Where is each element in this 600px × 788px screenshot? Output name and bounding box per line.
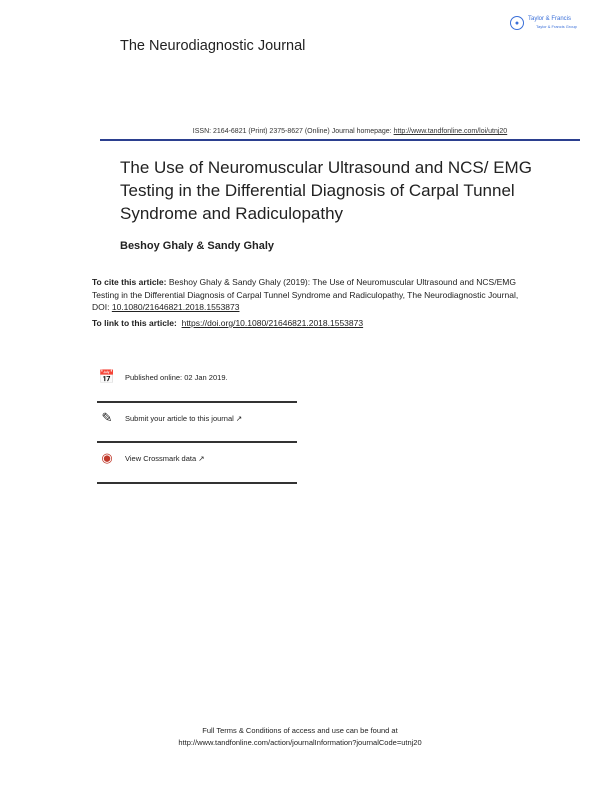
citation (92, 276, 532, 314)
divider (97, 482, 297, 484)
crossmark-icon: ◉ (101, 450, 113, 465)
divider (97, 401, 297, 403)
footer (0, 725, 600, 749)
article-title: The Use of Neuromuscular Ultrasound and NCS/ EMG Testing in the Differential Diagnosis of Carpal Tunnel Syndrome and Radiculopathy (120, 158, 532, 223)
authors: Beshoy Ghaly & Sandy Ghaly (120, 240, 275, 252)
calendar-icon: 📅 (98, 369, 116, 384)
journal-homepage-link[interactable]: http://www.tandfonline.com/loi/utnj20 (393, 128, 508, 135)
edit-icon: ✎ (101, 410, 113, 425)
link-label: To link to this article: (92, 318, 177, 328)
crossmark-text: View Crossmark data (125, 453, 197, 463)
published-text: Published online: 02 Jan 2019. (125, 372, 228, 382)
article-url[interactable]: https://doi.org/10.1080/21646821.2018.1553873 (181, 318, 364, 328)
issn-line (120, 128, 580, 135)
header-rule (100, 139, 580, 141)
publisher-logo: ● Taylor & Francis Taylor & Francis Group (510, 16, 577, 30)
crossmark-link[interactable] (97, 446, 297, 470)
footer-terms: Full Terms & Conditions of access and use can be found at (202, 726, 398, 735)
published-online (97, 365, 297, 389)
divider (97, 441, 297, 443)
article-link (92, 318, 363, 328)
logo-icon: ● (510, 16, 524, 30)
footer-url[interactable]: http://www.tandfonline.com/action/journalInformation?journalCode=utnj20 (178, 738, 422, 747)
submit-article-link[interactable] (97, 406, 297, 430)
external-link-icon: ↗ (198, 453, 205, 463)
cite-text: Beshoy Ghaly & Sandy Ghaly (2019): The Use of Neuromuscular Ultrasound and NCS/EMG Testing in the Differential Diagnosis of Carpal Tunnel Syndrome and Radiculopathy, The Neurodiagnostic Journal, DOI: (92, 277, 519, 312)
cite-label: To cite this article: (92, 277, 167, 287)
journal-name: The Neurodiagnostic Journal (120, 38, 306, 54)
submit-text: Submit your article to this journal (125, 413, 234, 423)
doi-link[interactable]: 10.1080/21646821.2018.1553873 (111, 302, 240, 312)
issn-text: ISSN: 2164-6821 (Print) 2375-8627 (Online) Journal homepage: (192, 128, 394, 135)
external-link-icon: ↗ (235, 413, 243, 423)
